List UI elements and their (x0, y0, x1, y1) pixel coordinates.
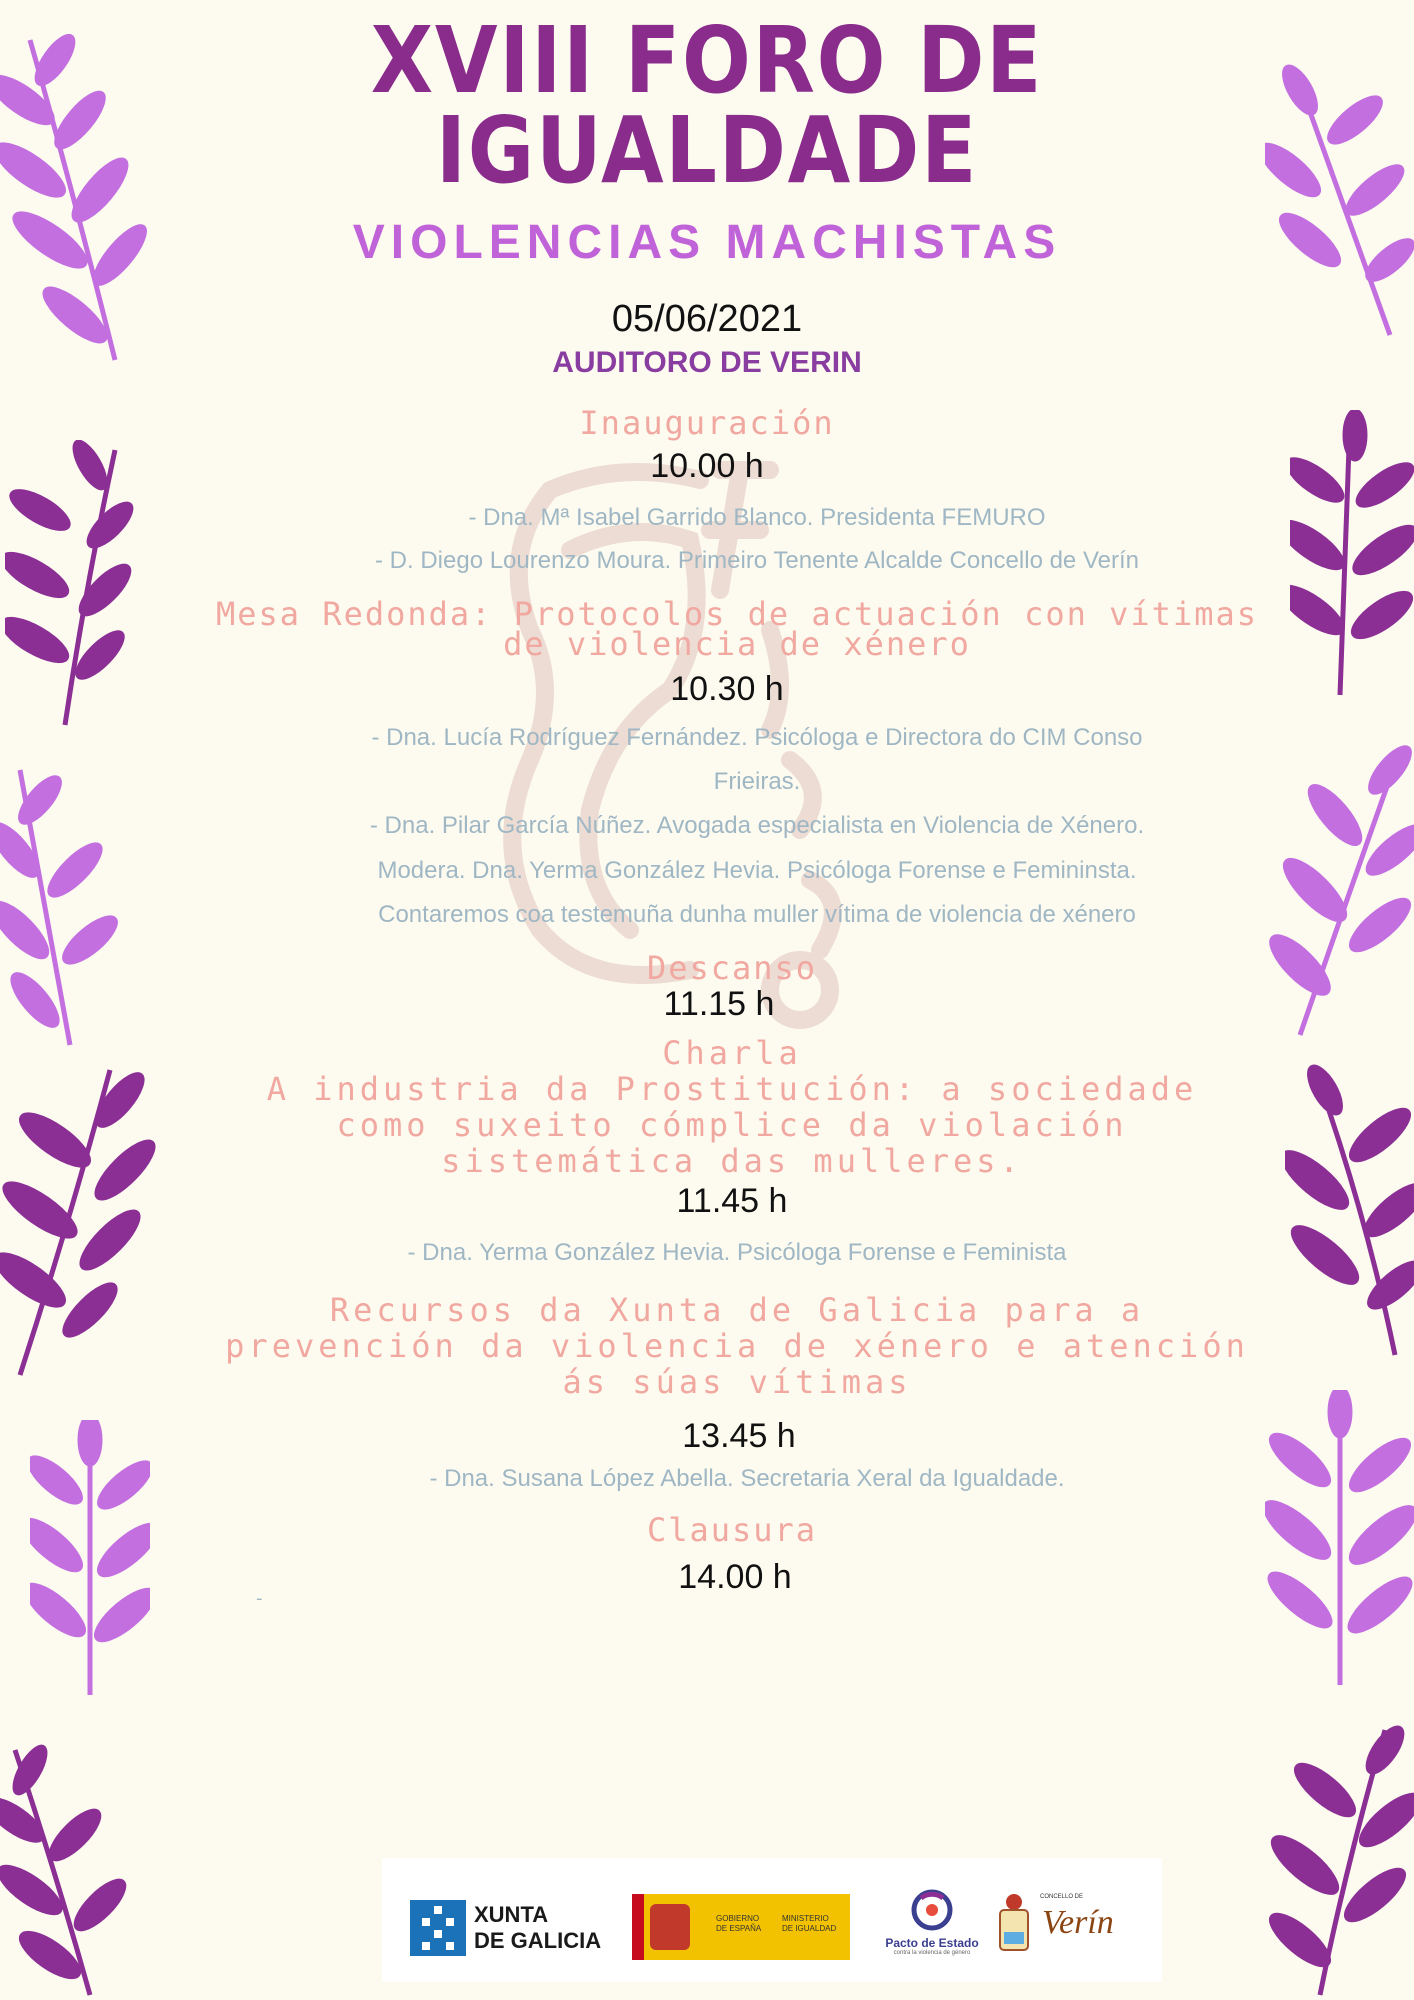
xunta-line1: XUNTA (474, 1902, 549, 1927)
pacto-subtext: contra la violencia de género (893, 1950, 971, 1956)
event-venue: AUDITORO DE VERIN (552, 346, 862, 379)
recursos-title-line1: Recursos da Xunta de Galicia para a (329, 1291, 1145, 1329)
pacto-text: Pacto de Estado (885, 1936, 979, 1950)
charla-title-line1: A industria da Prostitución: a sociedade (266, 1070, 1198, 1108)
gobierno-espana-logo (632, 1894, 850, 1960)
xunta-line2: DE GALICIA (474, 1928, 602, 1953)
gobierno-text (716, 1914, 761, 1934)
gobierno-line1: GOBIERNO (716, 1914, 760, 1923)
ministerio-line1: MINISTERIO (782, 1914, 829, 1923)
recursos-title-line3: ás súas vítimas (562, 1363, 912, 1401)
pacto-de-estado-logo (882, 1888, 982, 1968)
xunta-logo-text (474, 1902, 601, 1954)
gobierno-line2: DE ESPAÑA (716, 1924, 762, 1933)
section-heading-charla: Charla (662, 1034, 802, 1072)
event-title-line2: IGUALDADE (435, 97, 979, 204)
concello-small-text: CONCELLO DE (1040, 1894, 1084, 1900)
pacto-circle-icon (907, 1888, 957, 1932)
section-heading-inauguracion: Inauguración (579, 404, 835, 442)
spain-coat-of-arms-icon (650, 1904, 690, 1950)
recursos-title-line2: prevención da violencia de xénero e atención (225, 1327, 1249, 1365)
event-subtitle: VIOLENCIAS MACHISTAS (352, 216, 1062, 269)
leaf-branch-icon (0, 1740, 130, 2000)
speaker-line: - Dna. Susana López Abella. Secretaria Xeral da Igualdade. (429, 1465, 1065, 1492)
leaf-branch-icon (1265, 1720, 1414, 2000)
time-clausura: 14.00 h (678, 1558, 792, 1596)
trailing-dash: - (256, 1588, 263, 1609)
xunta-emblem-icon (410, 1900, 466, 1956)
time-mesa-redonda: 10.30 h (670, 670, 784, 708)
time-charla: 11.45 h (676, 1182, 788, 1220)
ministerio-text (782, 1914, 836, 1934)
speaker-line: Modera. Dna. Yerma González Hevia. Psicóloga Forense e Femininsta. (377, 857, 1137, 884)
sponsor-logos (382, 1858, 1162, 1982)
charla-title-line3: sistemática das mulleres. (441, 1142, 1023, 1180)
time-recursos: 13.45 h (682, 1417, 796, 1455)
verin-logo-text: Verín (1042, 1904, 1114, 1941)
charla-title-line2: como suxeito cómplice da violación (336, 1106, 1128, 1144)
ministerio-line2: DE IGUALDAD (782, 1924, 837, 1933)
spain-flag-icon (632, 1894, 644, 1960)
speaker-line: - D. Diego Lourenzo Moura. Primeiro Tenente Alcalde Concello de Verín (375, 547, 1139, 574)
speaker-line: - Dna. Pilar García Núñez. Avogada especialista en Violencia de Xénero. (369, 812, 1145, 839)
speaker-line: - Dna. Yerma González Hevia. Psicóloga Forense e Feminista (407, 1239, 1067, 1266)
speaker-line: - Dna. Mª Isabel Garrido Blanco. Presidenta FEMURO (468, 504, 1046, 531)
speaker-line: Frieiras. (713, 768, 801, 795)
section-heading-clausura: Clausura (646, 1511, 818, 1549)
section-heading-mesa-redonda-line1: Mesa Redonda: Protocolos de actuación con vítimas (215, 595, 1258, 633)
time-inauguracion: 10.00 h (650, 447, 764, 485)
time-descanso: 11.15 h (663, 985, 775, 1023)
event-title (85, 7, 1329, 204)
verin-coat-of-arms-icon (994, 1892, 1034, 1962)
speaker-line: Contaremos coa testemuña dunha muller vítima de violencia de xénero (378, 901, 1136, 928)
section-heading-mesa-redonda-line2: de violencia de xénero (503, 625, 971, 663)
section-heading-descanso: Descanso (646, 949, 818, 987)
event-title-line1: XVIII FORO DE (370, 7, 1044, 114)
event-date: 05/06/2021 (611, 298, 803, 340)
speaker-line: - Dna. Lucía Rodríguez Fernández. Psicóloga e Directora do CIM Conso (371, 724, 1143, 751)
